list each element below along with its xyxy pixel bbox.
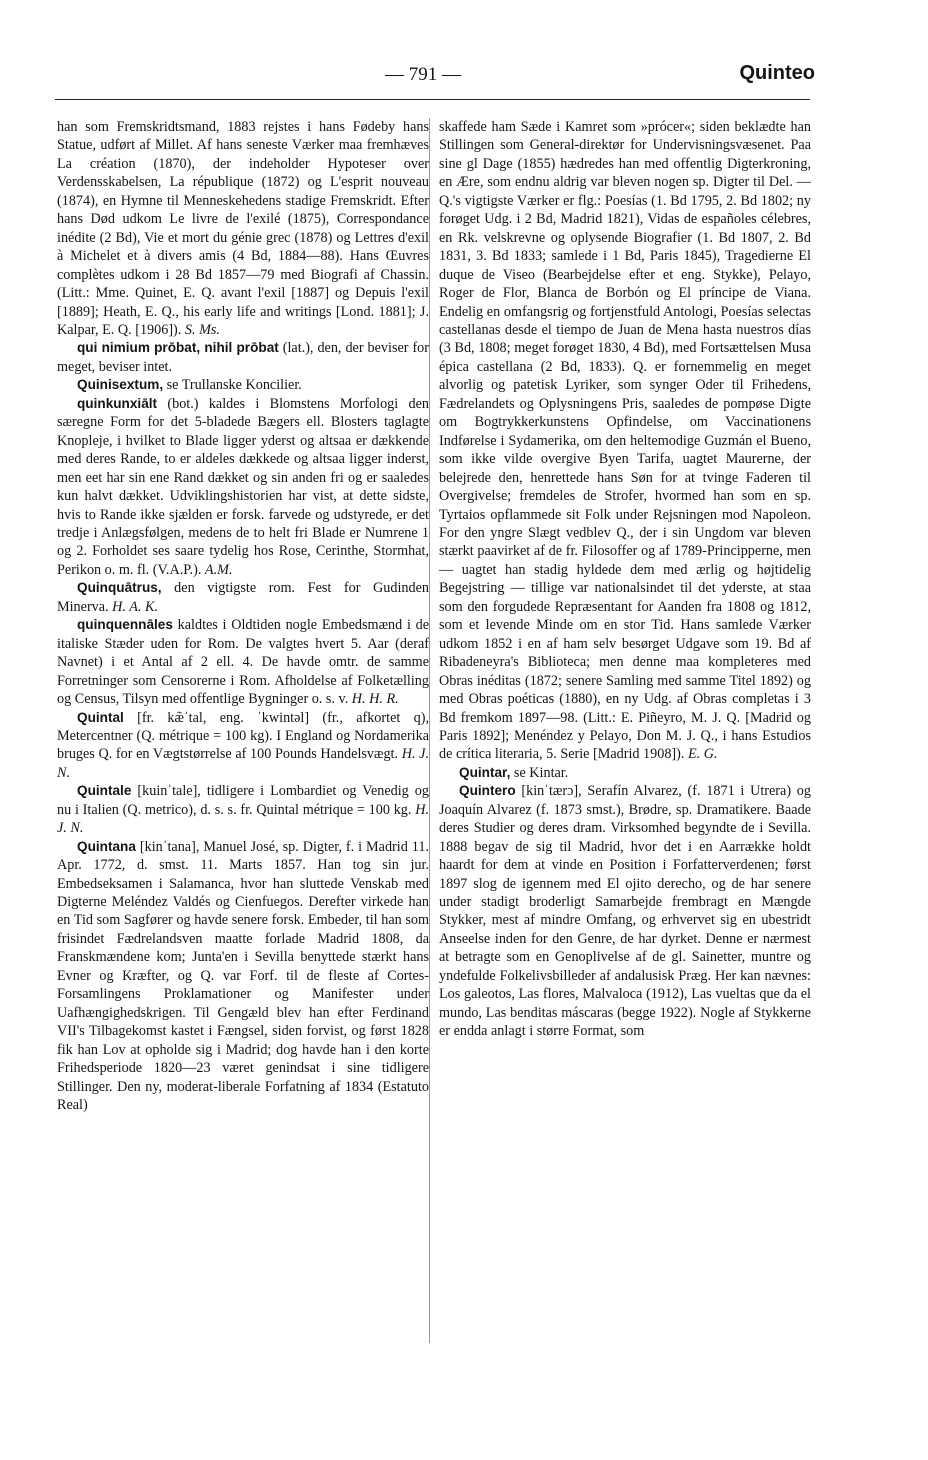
page-header [55, 64, 815, 90]
entry-quintana: Quintana [kinˈtana], Manuel José, sp. Digter, f. i Madrid 11. Apr. 1772, d. smst. 11. Marts 1857. Han tog sin jur. Embedseksamen i Salamanca, hvor han sluttede Venskab med Digterne Meléndez Valdés og Cienfuegos. Derefter virkede han en Tid som Sagfører og havde senere forsk. Embeder, til han som frisindet Fædrelandsven maatte forlade Madrid 1808, da Franskmændene kom; Junta'en i Sevilla benyttede stærkt hans Evner og Kræfter, og Q. var Forf. til de fleste af Cortes-Forsamlingens Proklamationer og Manifester under Uafhængighedskrigen. Til Gengæld blev han efter Ferdinand VII's Tilbagekomst kastet i Fængsel, siden forvist, og først 1828 fik han Lov at opholde sig i Madrid; dog havde han i den korte Frihedsperiode 1820—23 været genindsat i sine tidligere Stillinger. Den ny, moderat-liberale Forfatning af 1834 (Estatuto Real) [57, 838, 429, 1114]
entry-continuation: han som Fremskridtsmand, 1883 rejstes i hans Fødeby hans Statue, udført af Millet. Af hans seneste Værker maa fremhæves La création (1870), der indeholder Hypoteser over Verdensskabelsen, La république (1872) og L'esprit nouveau (1874), en Hymne til Menneskehedens stadige Fremskridt. Efter hans Død udkom Le livre de l'exilé (1875), Correspondance inédite (2 Bd), Vie et mort du génie grec (1878) og Lettres d'exil à Michelet et à divers amis (4 Bd, 1884—88). Hans Œuvres complètes udkom i 28 Bd 1857—79 med Biografi af Chassin. (Litt.: Mme. Quinet, E. Q. avant l'exil [1887] og Depuis l'exil [1889]; Heath, E. Q., his early life and writings [Lond. 1881]; J. Kalpar, E. Q. [1906]). S. Ms. [57, 119, 429, 338]
headword: Quintero [459, 783, 516, 799]
entry-quinquennales: quinquennāles kaldtes i Oldtiden nogle Embedsmænd i de italiske Stæder uden for Rom. De valgtes hvert 5. Aar (deraf Navnet) i et Antal af 2 ell. 4. De havde omtr. de samme Forretninger som Censorerne i Rom. Afholdelse af Folketælling og Census, Tilsyn med offentlige Bygninger o. s. v. H. H. R. [57, 617, 429, 708]
entry-quinisextum: Quinisextum, se Trullanske Koncilier. [77, 377, 302, 394]
headword: Quintale [77, 783, 132, 799]
headword: qui nimium prōbat, nihil prōbat [77, 340, 279, 356]
right-column [439, 118, 811, 1041]
headword: Quintar, [459, 764, 511, 780]
running-head-keyword: Quinteo [739, 62, 815, 84]
column-separator [429, 118, 430, 1343]
signature: H. H. R. [351, 691, 399, 708]
headword: quinkunxiālt [77, 395, 158, 411]
entry-quintale: Quintale [kuinˈtale], tidligere i Lombardiet og Venedig og nu i Italien (Q. metrico), d. s. s. fr. Quintal métrique = 100 kg. H. J. N. [57, 783, 429, 837]
entry-quinquatrus: Quinquātrus, den vigtigste rom. Fest for Gudinden Minerva. H. A. K. [57, 580, 429, 615]
signature: H. J. N. [57, 801, 429, 837]
signature: E. G. [687, 746, 718, 763]
left-column [57, 118, 429, 1114]
headword: Quinisextum, [77, 377, 164, 393]
signature: A.M. [204, 561, 233, 578]
page-number: — 791 — [385, 64, 461, 85]
entry-quintal: Quintal [fr. kæ̃ˈtal, eng. ˈkwintəl] (fr., afkortet q), Metercentner (Q. métrique = 100 kg). I England og Nordamerika bruges Q. for en Vægtstørrelse af 100 Pounds Handelsvægt. H. J. N. [57, 709, 429, 781]
entry-qui-nimium: qui nimium prōbat, nihil prōbat (lat.), den, der beviser for meget, beviser intet. [57, 340, 429, 375]
headword: quinquennāles [77, 617, 173, 633]
signature: S. Ms. [184, 321, 220, 338]
signature: H. J. N. [57, 746, 429, 781]
entry-quintero: Quintero [kinˈtærɔ], Serafín Alvarez, (f. 1871 i Utrera) og Joaquín Alvarez (f. 1873 smst.), Brødre, sp. Dramatikere. Baade deres Studier og deres dram. Virksomhed begyndte de i Sevilla. 1888 begav de sig til Madrid, hvor det i en Aarrække holdt haardt for dem at vinde en Position i Forfatterverdenen; først 1897 slog de igennem med El ojito derecho, og de har senere under stadigt broderligt Samarbejde frembragt en Mængde Stykker, mest af mindre Omfang, og erhvervet sig en ubestridt Anseelse inden for den Genre, de har dyrket. Denne er nærmest at betragte som en Genoplivelse af de gl. Sainetter, muntre og yndefulde Folkelivsbilleder af andalusisk Præg. Her kan nævnes: Los galeotos, Las flores, Malvaloca (1912), Las vueltas que da el mundo, Las benditas máscaras (begge 1922). Nogle af Stykkerne er endda anlagt i større Format, som [439, 783, 811, 1040]
entry-quinkunxialt: quinkunxiālt (bot.) kaldes i Blomstens Morfologi den særegne Form for det 5-bladede Bægers ell. Blosters taglagte Knopleje, i hvilket to Blade ligger yderst og altsaa er dækkende med deres Rande, to er aldeles dækkede og altsaa ligger inderst, men eet har sin ene Rand dækket og sin anden fri og er saaledes kun halvt dækket. Udviklingshistorien har vist, at dette sidste, hvis to Rande ikke sjælden er forsk. farvede og udstyrede, er det tredje i Anlægsfølgen, medens de to helt fri Blade er Numrene 1 og 2. Forholdet ses saare tydelig hos Rose, Cerinthe, Stormhat, Perikon o. m. fl. (V.A.P.). A.M. [57, 395, 429, 578]
header-rule [55, 99, 810, 100]
headword: Quintal [77, 709, 124, 725]
entry-continuation: skaffede ham Sæde i Kamret som »prócer«; siden beklædte han Stillingen som General-direktør for Undervisningsvæsenet. Paa sine gl Dage (1855) hædredes han med offentlig Digterkroning, en Ære, som endnu aldrig var bleven nogen sp. Digter til Del. — Q.'s vigtigste Værker er flg.: Poesías (1. Bd 1795, 2. Bd 1802; ny forøget Udg. i 2 Bd, Madrid 1821), Vidas de españoles célebres, en Rk. velskrevne og oplysende Biografier (1. Bd 1807, 2. Bd 1831, 3. Bd 1833; samlede i 1 Bd, Paris 1845), Tragedierne El duque de Viseo (Bearbejdelse efter et eng. Stykke), Pelayo, Roger de Flor, Blanca de Borbón og El príncipe de Viana. Endelig en omfangsrig og fortjenstfuld Antologi, Poesías selectas castellanas desde el tiempo de Juan de Mena hasta nuestros días (3 Bd, 1808; meget forøget 1830, 4 Bd), med Fortsættelsen Musa épica castellana (2 Bd, 1833). Q. er fornemmelig en meget alvorlig og patetisk Lyriker, som synger Oder til Frihedens, Fædrelandets og Oplysningens Pris, saaledes de pompøse Digte om Bogtrykkerkunstens Opfindelse, om Vaccinationens Indførelse i Sydamerika, om den heltemodige Guzmán el Bueno, som ikke vilde overgive Byen Tarifa, uagtet Maurerne, der belejrede den, henrettede hans Søn for at tvinge Faderen til Overgivelse; fremdeles de Strofer, hvormed han som en sp. Tyrtaios opflammede sit Folk under Rejsningen mod Napoleon. For den yngre Slægt vedblev Q., der i sin Ungdom var bleven stærkt paavirket af de fr. Filosoffer og af 1789-Principperne, men — uagtet han stadig hyldede dem med ærlig og højtidelig Begejstring — tillige var nationalsindet til det yderste, at staa som den forgudede Repræsentant for Aanden fra 1808 og 1812, som et levende Minde om en stor Tid. Hans samlede Værker udkom 1852 i en af ham selv besørget Udgave som 19. Bd af Ribadeneyra's Biblioteca; men denne maa kompleteres med Obras inéditas (1872; senere Samling med samme Titel 1892) og med Obras poéticas (1880), en ny Udg. af Obras completas i 3 Bd fremkom 1897—98. (Litt.: E. Piñeyro, M. J. Q. [Madrid og Paris 1892]; Menéndez y Pelayo, Don M. J. Q., i hans Estudios de crítica literaria, 5. Serie [Madrid 1908]). E. G. [439, 119, 811, 763]
entry-quintar: Quintar, se Kintar. [459, 764, 569, 781]
signature: H. A. K. [112, 598, 159, 615]
headword: Quintana [77, 838, 136, 854]
headword: Quinquātrus, [77, 580, 162, 596]
